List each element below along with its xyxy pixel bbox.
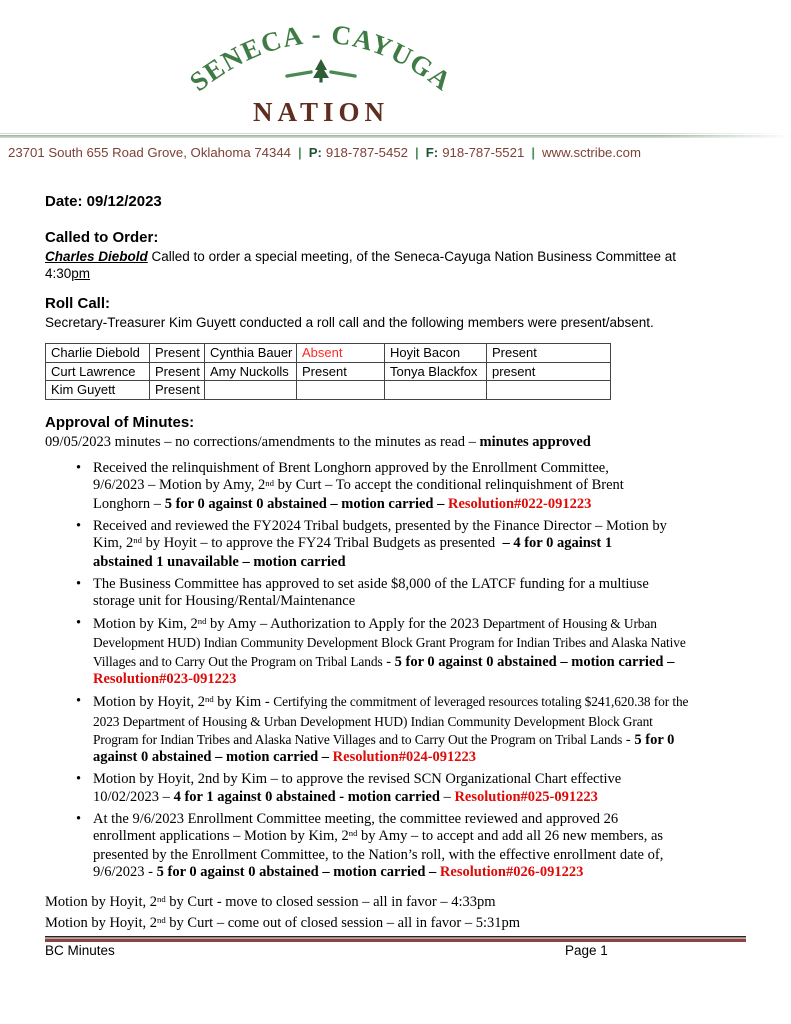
bullet-marker-icon: • (76, 460, 82, 476)
text-segment: by Hoyit – to approve the FY24 Tribal Budgets as presented (141, 535, 503, 552)
footer-divider-rule (45, 936, 746, 942)
footer-page-number: Page 1 (565, 943, 608, 958)
minutes-bullet-item (45, 518, 735, 571)
bullet-text (93, 576, 649, 609)
text-segment: enrollment applications – Motion by Kim, 2 (93, 828, 349, 845)
text-segment: Motion by Hoyit, 2 (45, 915, 157, 931)
bullet-marker-icon: • (76, 810, 82, 827)
text-segment: Charles Diebold (45, 249, 148, 264)
tree-icon (287, 59, 355, 83)
roll-call-cell: Cynthia Bauer (205, 344, 297, 363)
text-segment: Motion by Kim, 2 (93, 616, 198, 633)
roll-call-cell: Hoyit Bacon (385, 344, 487, 363)
roll-call-cell: Amy Nuckolls (205, 362, 297, 381)
text-segment: pm (71, 266, 91, 281)
text-segment: nd (133, 535, 142, 546)
text-segment: Received the relinquishment of Brent Longhorn approved by the Enrollment Committee, (93, 460, 609, 476)
text-segment: Resolution#024-091223 (332, 749, 477, 766)
website-text: www.sctribe.com (542, 145, 641, 160)
roll-call-cell (487, 381, 611, 400)
text-segment: by Curt – come out of closed session – all in favor – 5:31pm (165, 915, 521, 931)
table-row (46, 381, 611, 400)
text-segment: 9/6/2023 - (93, 864, 157, 881)
text-segment: – (433, 495, 448, 512)
table-row (46, 344, 611, 363)
bullet-marker-icon: • (76, 575, 82, 592)
text-segment: 09/05/2023 minutes – no corrections/amendments to the minutes as read – (45, 434, 480, 450)
meeting-date-line: Date: 09/12/2023 (45, 193, 162, 210)
text-segment: Motion by Hoyit, 2 (45, 894, 157, 910)
bullet-marker-icon: • (76, 771, 82, 788)
called-to-order-heading: Called to Order: (45, 229, 159, 246)
minutes-bullet-item (45, 460, 735, 513)
text-segment: 4 for 1 against 0 abstained - motion carried (173, 788, 440, 805)
minutes-bullet-item (45, 693, 735, 767)
text-segment: nd (197, 616, 207, 627)
phone-number: 918-787-5452 (325, 145, 409, 160)
called-to-order-paragraph (45, 248, 750, 282)
text-segment: by Kim - (213, 694, 274, 711)
roll-call-table-grid (45, 343, 611, 400)
bullet-marker-icon: • (76, 615, 82, 632)
roll-call-cell: Present (150, 362, 205, 381)
separator-pipe: | (531, 145, 536, 160)
closed-session-line (45, 894, 750, 912)
text-segment: The Business Committee has approved to set aside $8,000 of the LATCF funding for a multiuse (93, 575, 649, 592)
approval-of-minutes-heading: Approval of Minutes: (45, 414, 195, 431)
text-segment: – 4 for 0 against 1 (502, 535, 613, 552)
minutes-bullet-item (45, 811, 735, 882)
rule-fade (661, 133, 791, 138)
text-segment: 2023 Department of Housing & Urban Development HUD) Indian Community Development Block Grant (93, 713, 653, 729)
fax-label: F: (425, 145, 439, 160)
text-segment: 9/6/2023 – Motion by Amy, 2 (93, 477, 266, 494)
bullet-text (93, 518, 667, 570)
text-segment: At the 9/6/2023 Enrollment Committee meeting, the committee reviewed and approved 26 (93, 810, 619, 827)
text-segment: 4:30 (45, 266, 72, 281)
roll-call-paragraph: Secretary-Treasurer Kim Guyett conducted a roll call and the following members were present/absent. (45, 315, 654, 330)
text-segment: Development HUD) Indian Community Development Block Grant Program for Indian Tribes and Alaska Native (93, 635, 686, 651)
roll-call-heading: Roll Call: (45, 295, 111, 312)
roll-call-cell: Charlie Diebold (46, 344, 150, 363)
roll-call-cell: Absent (297, 344, 385, 363)
text-segment: Received and reviewed the FY2024 Tribal budgets, presented by the Finance Director – Motion by (93, 517, 667, 534)
minutes-bullet-item (45, 615, 735, 689)
bullet-text (93, 616, 686, 687)
fax-number: 918-787-5521 (442, 145, 525, 160)
minutes-bullet-item (45, 771, 735, 806)
text-segment: - (382, 653, 395, 670)
separator-pipe: | (415, 145, 419, 160)
seneca-cayuga-nation-logo (171, 16, 471, 130)
text-segment: Called to order a special meeting, of the Seneca-Cayuga Nation Business Committee at (147, 249, 677, 264)
text-segment: Resolution#022-091223 (447, 495, 592, 512)
text-segment: Motion by Hoyit, 2 (93, 694, 205, 711)
roll-call-cell: Present (297, 362, 385, 381)
bullet-text (93, 771, 621, 804)
text-segment: 5 for 0 against 0 abstained – motion carried (156, 864, 426, 881)
roll-call-cell: Curt Lawrence (46, 362, 150, 381)
text-segment: nd (265, 477, 274, 488)
roll-call-table (45, 343, 611, 400)
text-segment: Resolution#023-091223 (93, 671, 237, 688)
text-segment: Department of Housing & Urban (482, 616, 657, 632)
text-segment: Certifying the commitment of leveraged resources totaling $241,620.38 for the (273, 694, 689, 710)
open-session-line (45, 915, 750, 933)
text-segment: presented by the Enrollment Committee, to the Nation’s roll, with the effective enrollment date of, (93, 846, 664, 863)
text-segment: Resolution#025-091223 (454, 788, 598, 805)
roll-call-cell (297, 381, 385, 400)
bullet-text (93, 694, 688, 765)
bullet-marker-icon: • (76, 517, 82, 534)
text-segment: nd (156, 915, 166, 926)
text-segment: against 0 abstained – motion carried – (93, 749, 333, 766)
minutes-bullet-item (45, 576, 735, 611)
text-segment: by Amy – to accept and add all 26 new members, as (357, 828, 664, 845)
roll-call-cell: Present (150, 381, 205, 400)
text-segment: 5 for 0 against 0 abstained – motion carried – (394, 653, 675, 670)
logo-graphic (171, 16, 471, 130)
text-segment: by Curt – To accept the conditional relinquishment of Brent (273, 477, 624, 494)
text-segment: – (425, 864, 440, 881)
roll-call-cell: Present (487, 344, 611, 363)
phone-label: P: (308, 145, 322, 160)
text-segment: - (622, 732, 635, 749)
bullet-text (93, 811, 663, 880)
footer-document-title: BC Minutes (45, 943, 115, 958)
text-segment: nd (348, 828, 358, 839)
text-segment: Motion by Hoyit, 2nd by Kim – to approve the revised SCN Organizational Chart effective (93, 771, 622, 788)
text-segment: Program for Indian Tribes and Alaska Native Villages and to Carry Out the Program on Tribal Lands (93, 732, 623, 748)
roll-call-cell: Tonya Blackfox (385, 362, 487, 381)
text-segment: nd (204, 694, 214, 705)
text-segment: abstained 1 unavailable – motion carried (93, 553, 346, 570)
text-segment: Villages and to Carry Out the Program on Tribal Lands (93, 653, 383, 669)
contact-line (8, 145, 641, 160)
separator-pipe: | (298, 145, 302, 160)
header-divider-rule (0, 133, 791, 138)
minutes-bullet-list (45, 460, 735, 886)
text-segment: – (439, 788, 455, 805)
text-segment: storage unit for Housing/Rental/Maintenance (93, 593, 356, 610)
logo-arc-text: SENECA - CAYUGA (184, 18, 458, 98)
table-row (46, 362, 611, 381)
bullet-marker-icon: • (76, 693, 82, 710)
text-segment: 5 for 0 (634, 732, 675, 749)
address-text: 23701 South 655 Road Grove, Oklahoma 74344 (8, 145, 291, 160)
text-segment: Kim, 2 (93, 535, 134, 552)
text-segment: 5 for 0 against 0 abstained – motion carried (164, 495, 434, 512)
bullet-text (93, 460, 624, 512)
roll-call-cell (385, 381, 487, 400)
roll-call-cell: Present (150, 344, 205, 363)
roll-call-cell: present (487, 362, 611, 381)
text-segment: 10/02/2023 – (93, 788, 174, 805)
logo-nation-text: NATION (252, 97, 390, 127)
roll-call-cell: Kim Guyett (46, 381, 150, 400)
text-segment: nd (156, 894, 166, 905)
text-segment: Longhorn – (93, 495, 165, 512)
text-segment: Resolution#026-091223 (439, 864, 584, 881)
text-segment: minutes approved (479, 434, 591, 450)
text-segment: by Amy – Authorization to Apply for the 2023 (206, 616, 483, 633)
roll-call-cell (205, 381, 297, 400)
text-segment: by Curt - move to closed session – all in favor – 4:33pm (165, 894, 496, 910)
approval-intro-line (45, 434, 750, 451)
